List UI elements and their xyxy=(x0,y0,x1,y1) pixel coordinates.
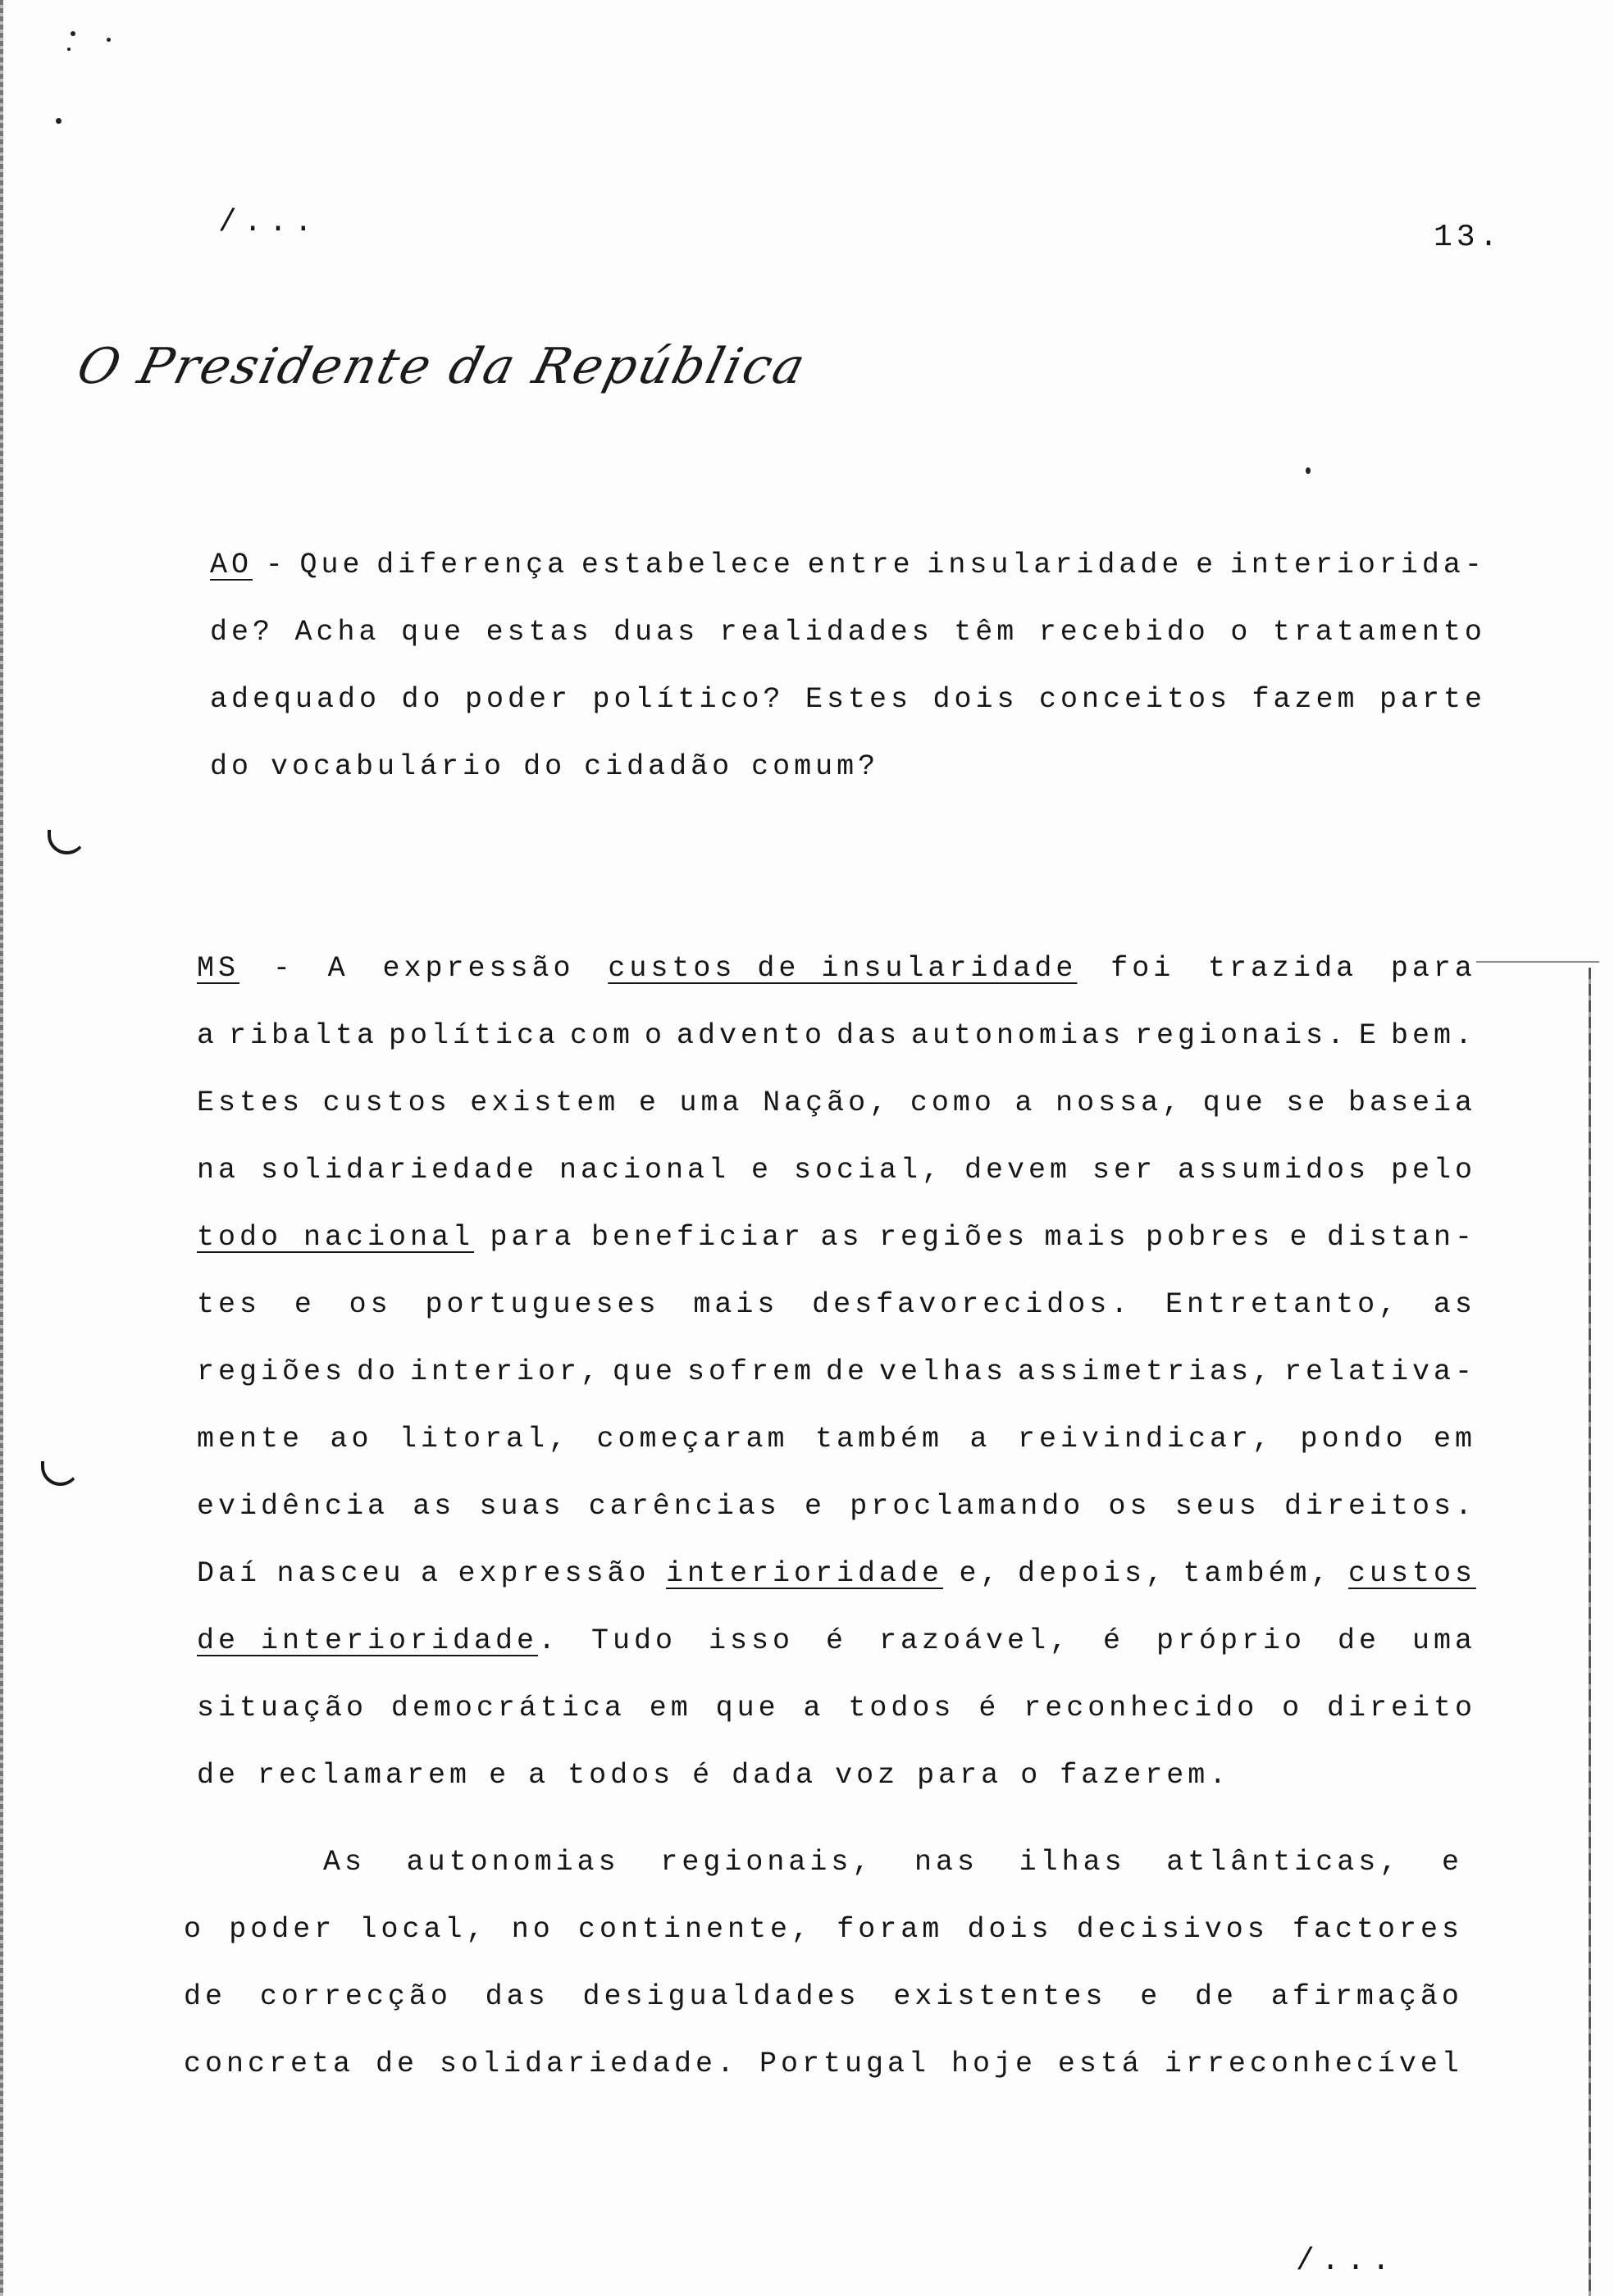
word: local, xyxy=(359,1913,488,1946)
word: nas xyxy=(914,1846,978,1879)
word: relativa- xyxy=(1283,1355,1476,1388)
word: advento xyxy=(676,1019,826,1052)
word: nasceu xyxy=(276,1557,405,1590)
text-line xyxy=(197,1553,1476,1620)
word: litoral, xyxy=(399,1423,571,1456)
word: regionais, xyxy=(660,1846,874,1879)
word: mais xyxy=(693,1288,779,1321)
word: foi xyxy=(1110,952,1175,985)
word: e xyxy=(1441,1846,1463,1879)
underlined-term: todo nacional xyxy=(197,1221,475,1254)
word: de xyxy=(197,1759,240,1792)
word: regiões xyxy=(197,1355,347,1388)
word: bem. xyxy=(1390,1019,1476,1052)
word: afirmação xyxy=(1270,1980,1463,2013)
word: Daí xyxy=(197,1557,262,1590)
text-line xyxy=(197,1015,1476,1082)
word: estabelece xyxy=(581,549,795,581)
word: o xyxy=(1282,1692,1304,1724)
word: política xyxy=(388,1019,560,1052)
word: suas xyxy=(479,1490,565,1523)
word: de? xyxy=(210,616,275,649)
word: fazerem. xyxy=(1060,1759,1231,1792)
word: que xyxy=(715,1692,780,1724)
scan-speck xyxy=(1306,467,1311,474)
word: de xyxy=(825,1355,869,1388)
word: beneficiar xyxy=(591,1221,805,1254)
text-line xyxy=(197,1217,1476,1284)
word: dois xyxy=(932,683,1019,716)
word: das xyxy=(485,1980,549,2013)
word: poder xyxy=(229,1913,336,1946)
word: do xyxy=(357,1355,400,1388)
word: têm xyxy=(954,616,1019,649)
text-line xyxy=(197,1082,1476,1150)
word: todos xyxy=(848,1692,955,1724)
word: devem xyxy=(964,1154,1072,1187)
word: situação xyxy=(197,1692,368,1724)
word: as xyxy=(1433,1288,1476,1321)
word: fazem xyxy=(1252,683,1359,716)
word: mais xyxy=(1044,1221,1130,1254)
word: regiões xyxy=(879,1221,1029,1254)
text-line xyxy=(184,2043,1463,2111)
word: Que xyxy=(299,549,364,581)
word: as xyxy=(820,1221,864,1254)
word: proclamando xyxy=(850,1490,1085,1523)
word: Estes xyxy=(805,683,913,716)
word: do xyxy=(210,750,253,783)
word: correcção xyxy=(259,1980,452,2013)
word: ribalta xyxy=(228,1019,379,1052)
word: dois xyxy=(967,1913,1053,1946)
word: e, xyxy=(959,1557,1002,1590)
word: sofrem xyxy=(686,1355,815,1388)
word: hoje xyxy=(951,2048,1037,2080)
word: pondo xyxy=(1300,1423,1407,1456)
scan-left-edge xyxy=(0,0,3,2296)
text-line xyxy=(184,1842,1463,1909)
text-line xyxy=(197,1284,1476,1351)
word: trazida xyxy=(1208,952,1358,985)
word: também xyxy=(814,1423,944,1456)
text-line xyxy=(197,1620,1476,1688)
word: Estes xyxy=(197,1086,304,1119)
word: político? xyxy=(592,683,785,716)
word: Acha xyxy=(294,616,381,649)
word: é xyxy=(978,1692,1001,1724)
text-line xyxy=(184,1976,1463,2043)
word: concreta xyxy=(184,2048,355,2080)
word: ao xyxy=(330,1423,373,1456)
word: pobres xyxy=(1145,1221,1274,1254)
word: nossa, xyxy=(1055,1086,1184,1119)
word: ilhas xyxy=(1019,1846,1126,1879)
text-line xyxy=(197,1351,1476,1419)
word: a xyxy=(969,1423,992,1456)
text-line xyxy=(210,679,1486,746)
word: o xyxy=(644,1019,666,1052)
word: estas xyxy=(486,616,593,649)
word: a xyxy=(528,1759,550,1792)
word: como xyxy=(910,1086,996,1119)
word: existentes xyxy=(893,1980,1107,2013)
scan-mark-line xyxy=(1476,961,1599,963)
underlined-term: de interioridade xyxy=(197,1624,539,1657)
word: duas xyxy=(613,616,700,649)
word: continente, xyxy=(577,1913,814,1946)
speaker-label: AO xyxy=(210,549,253,581)
word: tratamento xyxy=(1272,616,1486,649)
word: entre xyxy=(807,549,914,581)
word: factores xyxy=(1292,1913,1463,1946)
word: reivindicar, xyxy=(1017,1423,1274,1456)
word: é xyxy=(826,1624,848,1657)
word: razoável, xyxy=(879,1624,1072,1657)
scan-speck xyxy=(67,48,71,51)
word: do xyxy=(523,750,567,783)
paragraph-answer xyxy=(197,948,1476,1822)
word: e xyxy=(294,1288,316,1321)
word: seus xyxy=(1174,1490,1261,1523)
underlined-term: custos xyxy=(1347,1557,1476,1590)
word: dada xyxy=(732,1759,818,1792)
margin-mark xyxy=(41,1461,80,1486)
word: a xyxy=(197,1019,219,1052)
scan-right-edge xyxy=(1589,968,1591,2296)
word: se xyxy=(1286,1086,1329,1119)
word: foram xyxy=(837,1913,944,1946)
word: e xyxy=(1196,549,1218,581)
word: que xyxy=(401,616,466,649)
word: isso xyxy=(709,1624,795,1657)
word: as xyxy=(413,1490,456,1523)
word: do xyxy=(401,683,445,716)
word: os xyxy=(349,1288,392,1321)
word: os xyxy=(1108,1490,1151,1523)
word: em xyxy=(649,1692,692,1724)
word: . xyxy=(538,1624,560,1657)
word: de xyxy=(1195,1980,1238,2013)
word: em xyxy=(1433,1423,1476,1456)
underlined-term: interioridade xyxy=(665,1557,944,1590)
word: portugueses xyxy=(425,1288,660,1321)
word: e xyxy=(1289,1221,1311,1254)
word: uma xyxy=(1411,1624,1476,1657)
word: realidades xyxy=(719,616,933,649)
word: a xyxy=(420,1557,442,1590)
word: comum? xyxy=(751,750,880,783)
page-number: 13. xyxy=(1434,220,1502,255)
word: voz xyxy=(835,1759,900,1792)
word: baseia xyxy=(1347,1086,1476,1119)
paragraph-continuation xyxy=(184,1842,1463,2111)
word: para xyxy=(490,1221,576,1254)
text-line xyxy=(197,948,1476,1015)
word: desigualdades xyxy=(582,1980,860,2013)
word: expressão xyxy=(382,952,575,985)
letterhead: O Presidente da República xyxy=(71,338,813,395)
underlined-term-group xyxy=(197,1620,559,1688)
text-line xyxy=(210,544,1486,612)
word: está xyxy=(1057,2048,1143,2080)
word: democrática xyxy=(390,1692,626,1724)
word: decisivos xyxy=(1076,1913,1269,1946)
word: - xyxy=(265,549,287,581)
text-line xyxy=(210,746,1486,813)
word: diferença xyxy=(376,549,569,581)
word: desfavorecidos. xyxy=(812,1288,1133,1321)
continuation-marker-bottom: /... xyxy=(1296,2244,1397,2279)
word: recebido xyxy=(1038,616,1210,649)
word: assumidos xyxy=(1177,1154,1370,1187)
word: nacional xyxy=(559,1154,731,1187)
speaker-label: MS xyxy=(197,952,240,985)
word: carências xyxy=(588,1490,781,1523)
word: das xyxy=(836,1019,900,1052)
underlined-term: custos de insularidade xyxy=(608,952,1078,985)
word: ser xyxy=(1092,1154,1156,1187)
word: a xyxy=(1014,1086,1037,1119)
word: na xyxy=(197,1154,240,1187)
word: cidadão xyxy=(584,750,734,783)
word: autonomias xyxy=(406,1846,620,1879)
text-line xyxy=(197,1150,1476,1217)
word: tes xyxy=(197,1288,262,1321)
word: com xyxy=(569,1019,634,1052)
word: A xyxy=(327,952,349,985)
word: começaram xyxy=(596,1423,789,1456)
word: expressão xyxy=(458,1557,650,1590)
word: evidência xyxy=(197,1490,390,1523)
word: existem xyxy=(470,1086,620,1119)
word: pelo xyxy=(1390,1154,1476,1187)
scan-speck xyxy=(56,118,62,124)
word: Nação, xyxy=(763,1086,891,1119)
scan-speck xyxy=(107,38,111,42)
word: é xyxy=(1103,1624,1125,1657)
text-line xyxy=(184,1909,1463,1976)
word: custos xyxy=(322,1086,451,1119)
word: atlânticas, xyxy=(1166,1846,1402,1879)
word: Portugal xyxy=(759,2048,930,2080)
word: interior, xyxy=(409,1355,603,1388)
continuation-marker-top: /... xyxy=(218,205,320,240)
word: a xyxy=(803,1692,825,1724)
word: e xyxy=(489,1759,511,1792)
word: todos xyxy=(568,1759,675,1792)
word: para xyxy=(917,1759,1003,1792)
word: E xyxy=(1358,1019,1380,1052)
word: Tudo xyxy=(591,1624,677,1657)
word: para xyxy=(1390,952,1476,985)
word: é xyxy=(692,1759,714,1792)
word: insularidade xyxy=(927,549,1183,581)
word: e xyxy=(1140,1980,1162,2013)
word: e xyxy=(638,1086,660,1119)
word: de xyxy=(375,2048,418,2080)
word: - xyxy=(272,952,294,985)
word: assimetrias, xyxy=(1017,1355,1274,1388)
word: solidariedade. xyxy=(439,2048,739,2080)
word: velhas xyxy=(878,1355,1007,1388)
text-line xyxy=(210,612,1486,679)
word: próprio xyxy=(1156,1624,1306,1657)
word: no xyxy=(511,1913,554,1946)
word: interiorida- xyxy=(1229,549,1486,581)
paragraph-question xyxy=(210,544,1486,813)
word: autonomias xyxy=(910,1019,1124,1052)
word: direitos. xyxy=(1283,1490,1476,1523)
word: e xyxy=(804,1490,826,1523)
word: depois, xyxy=(1017,1557,1167,1590)
text-line xyxy=(197,1688,1476,1755)
word: conceitos xyxy=(1038,683,1231,716)
word: também, xyxy=(1183,1557,1333,1590)
word: e xyxy=(751,1154,773,1187)
word: que xyxy=(1202,1086,1267,1119)
word: de xyxy=(1337,1624,1380,1657)
word: o xyxy=(1020,1759,1042,1792)
word: uma xyxy=(679,1086,744,1119)
word: adequado xyxy=(210,683,381,716)
scan-speck xyxy=(71,31,75,36)
word: direito xyxy=(1326,1692,1476,1724)
word: vocabulário xyxy=(271,750,506,783)
text-line xyxy=(197,1486,1476,1553)
word: solidariedade xyxy=(260,1154,539,1187)
word: que xyxy=(612,1355,677,1388)
word: de xyxy=(184,1980,227,2013)
margin-mark xyxy=(48,830,86,854)
text-line xyxy=(197,1419,1476,1486)
word: regionais. xyxy=(1134,1019,1348,1052)
word: As xyxy=(323,1846,367,1879)
word: o xyxy=(1230,616,1252,649)
word: irreconhecível xyxy=(1164,2048,1463,2080)
word: reconhecido xyxy=(1024,1692,1259,1724)
word: mente xyxy=(197,1423,304,1456)
word: parte xyxy=(1379,683,1486,716)
word: social, xyxy=(793,1154,944,1187)
word: reclamarem xyxy=(258,1759,472,1792)
word: Entretanto, xyxy=(1165,1288,1401,1321)
text-line xyxy=(197,1755,1476,1822)
word: distan- xyxy=(1326,1221,1476,1254)
word: poder xyxy=(464,683,572,716)
word: o xyxy=(184,1913,206,1946)
